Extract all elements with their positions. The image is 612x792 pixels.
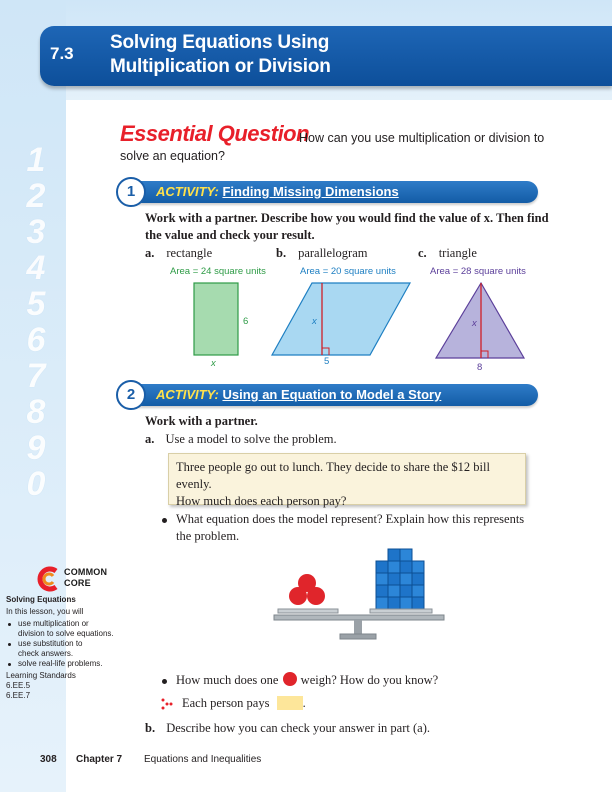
story-line2: How much does each person pay? xyxy=(176,494,347,508)
item-line: solve real-life problems. xyxy=(18,659,103,668)
parallelogram-shape xyxy=(272,283,410,355)
bg-digit: 8 xyxy=(26,393,46,431)
right-pan xyxy=(370,609,432,613)
activity1-figures xyxy=(160,278,540,374)
story-line1: Three people go out to lunch. They decide to share the $12 bill evenly. xyxy=(176,460,490,491)
part-b-row xyxy=(145,721,430,736)
bullet1-line1: What equation does the model represent? Explain how this represents xyxy=(176,512,525,526)
activity2-label xyxy=(156,387,441,402)
parallelogram-area-label: Area = 20 square units xyxy=(300,266,396,277)
part-a-label xyxy=(145,244,212,262)
common-core-word1: COMMON xyxy=(64,567,108,577)
activity1-instructions-line2: the value and check your result. xyxy=(145,228,315,242)
item-line: use substitution to xyxy=(18,639,83,648)
story-text xyxy=(176,459,521,510)
bullet3-period: . xyxy=(302,696,306,710)
common-core-word2: CORE xyxy=(64,578,91,588)
part-b-letter: b. xyxy=(145,721,156,735)
bg-digit: 0 xyxy=(26,465,46,503)
standard-code: 6.EE.7 xyxy=(6,691,31,700)
triangle-shape xyxy=(436,283,524,358)
page-number: 308 xyxy=(40,754,57,765)
background-digits xyxy=(12,142,60,502)
bullet-dot xyxy=(162,679,167,684)
bg-digit: 9 xyxy=(26,429,46,467)
essential-question-text: How can you use multiplication or division to xyxy=(299,131,545,145)
part-a-row xyxy=(145,432,337,447)
activity1-instructions xyxy=(145,210,549,244)
triangle-x-label: x xyxy=(472,318,477,329)
activity1-keyword: ACTIVITY: xyxy=(156,184,219,199)
common-core-logo-icon xyxy=(36,565,62,593)
bullet3-text xyxy=(182,696,306,711)
part-b-label xyxy=(276,244,368,262)
activity2-title: Using an Equation to Model a Story xyxy=(222,387,442,402)
bg-digit: 5 xyxy=(26,285,46,323)
scale-beam xyxy=(274,615,444,620)
bg-digit: 2 xyxy=(26,177,46,215)
lesson-title-line2: Multiplication or Division xyxy=(110,56,331,77)
shape-name: rectangle xyxy=(166,246,213,260)
balance-scale-illustration xyxy=(270,545,450,655)
essential-question-text-cont: solve an equation? xyxy=(120,149,225,163)
common-core-intro: In this lesson, you will xyxy=(6,607,84,616)
part-b-text: Describe how you can check your answer in part (a). xyxy=(166,721,430,735)
bg-digit: 7 xyxy=(26,357,46,395)
activity2-keyword: ACTIVITY: xyxy=(156,387,219,402)
standards-heading: Learning Standards xyxy=(6,671,76,680)
shape-name: triangle xyxy=(438,246,477,260)
common-core-box xyxy=(6,595,156,701)
rectangle-side-label: 6 xyxy=(243,316,249,327)
bullet2-text xyxy=(176,672,438,688)
common-core-heading: Solving Equations xyxy=(6,595,76,604)
triangle-area-label: Area = 28 square units xyxy=(430,266,526,277)
footer-chapter: Chapter 7 xyxy=(76,754,123,765)
footer-topic: Equations and Inequalities xyxy=(144,754,262,765)
part-c-label xyxy=(418,244,477,262)
bg-digit: 1 xyxy=(26,141,46,179)
activity2-instructions: Work with a partner. xyxy=(145,414,258,428)
left-pan xyxy=(278,609,338,613)
essential-question-heading: Essential Question xyxy=(120,121,310,146)
common-core-item xyxy=(6,659,156,669)
lesson-title-line1: Solving Equations Using xyxy=(110,32,330,53)
common-core-item xyxy=(6,619,156,639)
answer-blank[interactable] xyxy=(277,696,303,710)
bg-digit: 4 xyxy=(26,249,46,287)
part-letter: a. xyxy=(145,246,155,260)
bullet2-pre: How much does one xyxy=(176,673,279,687)
lesson-title xyxy=(110,31,331,79)
scale-base xyxy=(340,634,376,639)
bullet1-text xyxy=(176,511,524,545)
bullet1-line2: the problem. xyxy=(176,529,240,543)
rectangle-x-label: x xyxy=(211,358,216,369)
parallelogram-x-label: x xyxy=(312,316,317,327)
bullet-dot xyxy=(8,663,11,666)
activity1-instructions-line1: Work with a partner. Describe how you would find the value of x. Then find xyxy=(145,211,549,225)
rectangle-shape xyxy=(194,283,238,355)
activity2-number: 2 xyxy=(116,380,146,410)
part-a-letter: a. xyxy=(145,432,155,446)
bullet2-post: weigh? How do you know? xyxy=(300,673,439,687)
rectangle-area-label: Area = 24 square units xyxy=(170,266,266,277)
activity1-title: Finding Missing Dimensions xyxy=(222,184,399,199)
item-line: use multiplication or xyxy=(18,619,89,628)
item-line: check answers. xyxy=(18,649,74,658)
parallelogram-base-label: 5 xyxy=(324,356,330,367)
activity1-label xyxy=(156,184,399,199)
bg-digit: 3 xyxy=(26,213,46,251)
red-weights xyxy=(289,574,325,605)
part-letter: b. xyxy=(276,246,287,260)
dotted-arrow-icon xyxy=(160,698,174,710)
red-ball-icon xyxy=(282,672,298,686)
activity1-number: 1 xyxy=(116,177,146,207)
bullet3-label: Each person pays xyxy=(182,696,270,710)
bg-digit: 6 xyxy=(26,321,46,359)
bullet-dot xyxy=(8,623,11,626)
shape-name: parallelogram xyxy=(298,246,368,260)
part-letter: c. xyxy=(418,246,427,260)
section-number: 7.3 xyxy=(50,44,74,63)
bullet-dot xyxy=(162,518,167,523)
triangle-base-label: 8 xyxy=(477,362,483,373)
common-core-item xyxy=(6,639,156,659)
standard-code: 6.EE.5 xyxy=(6,681,31,690)
scale-post xyxy=(354,620,362,634)
bullet-dot xyxy=(8,643,11,646)
item-line: division to solve equations. xyxy=(18,629,114,638)
blue-cubes xyxy=(376,549,424,609)
part-a-text: Use a model to solve the problem. xyxy=(165,432,337,446)
